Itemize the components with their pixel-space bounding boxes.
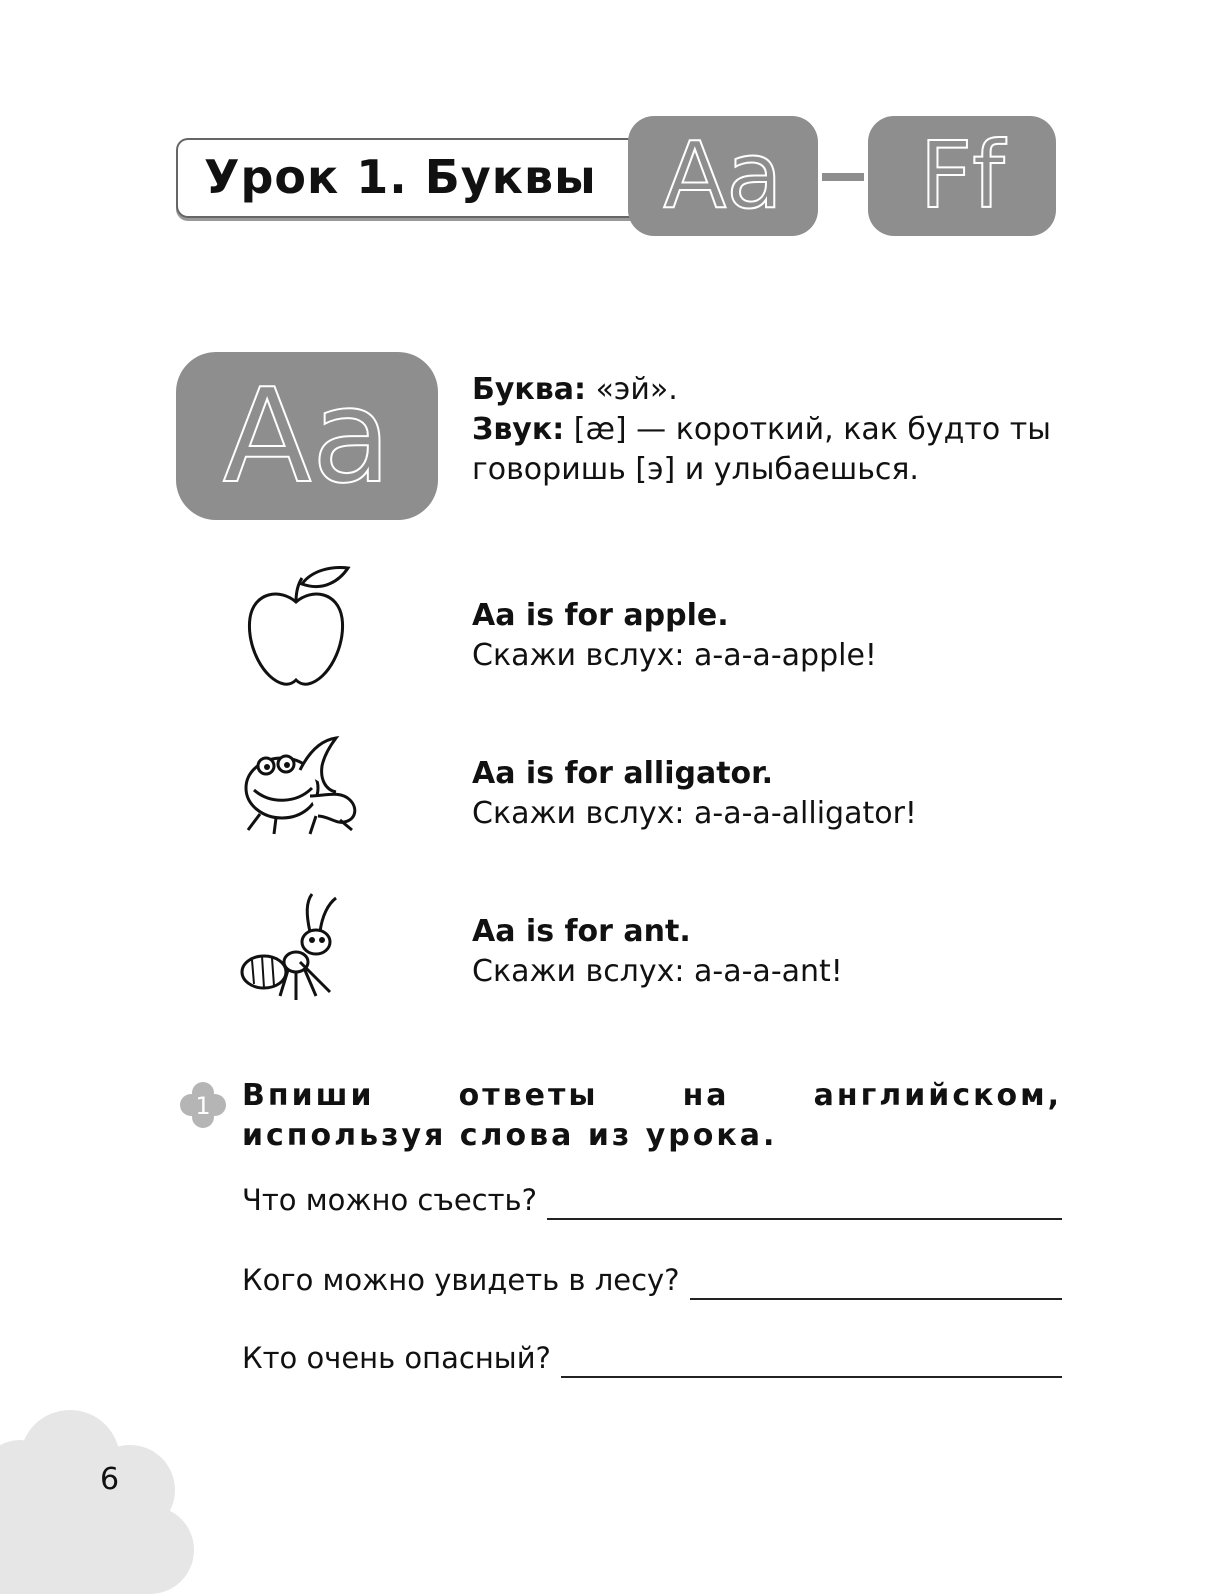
- answer-row: [242, 1180, 1062, 1220]
- word-say: Скажи вслух: a-a-a-ant!: [472, 954, 843, 989]
- header-letter-tile-aa: [628, 116, 818, 236]
- word-english: Aa is for alligator.: [472, 756, 774, 791]
- header-letters-to: Ff: [919, 122, 1005, 229]
- answer-row: [242, 1338, 1062, 1378]
- word-english: Aa is for apple.: [472, 598, 729, 633]
- page-number: 6: [100, 1462, 120, 1497]
- apple-icon: [240, 566, 352, 690]
- header-letter-tile-ff: [868, 116, 1056, 236]
- page-number-cloud: [0, 1410, 200, 1594]
- word-entry-apple: [472, 596, 877, 676]
- letter-sound-line: [472, 410, 1051, 450]
- word-entry-alligator: [472, 754, 917, 834]
- letter-name-label: Буква:: [472, 372, 587, 407]
- letter-info: [472, 370, 1051, 490]
- answer-line[interactable]: [690, 1268, 1062, 1300]
- word-say: Скажи вслух: a-a-a-alligator!: [472, 796, 917, 831]
- letter-sound-value: [æ] — короткий, как будто ты: [573, 412, 1051, 447]
- word-say: Скажи вслух: a-a-a-apple!: [472, 638, 877, 673]
- answer-row: [242, 1260, 1062, 1300]
- letter-card-letters: Aa: [222, 360, 392, 512]
- word-entry-ant: [472, 912, 843, 992]
- alligator-icon: [240, 730, 364, 846]
- lesson-title: Урок 1. Буквы: [204, 150, 597, 204]
- ant-icon: [240, 892, 340, 1006]
- letter-sound-label: Звук:: [472, 412, 565, 447]
- question-text: Что можно съесть?: [242, 1183, 537, 1217]
- header-letters-from: Aa: [663, 122, 783, 229]
- letter-name-line: [472, 370, 1051, 410]
- letter-name-value: «эй».: [595, 372, 678, 407]
- answer-line[interactable]: [561, 1346, 1062, 1378]
- question-text: Кто очень опасный?: [242, 1341, 551, 1375]
- letter-sound-line-2: говоришь [э] и улыбаешься.: [472, 452, 919, 487]
- answer-line[interactable]: [547, 1188, 1062, 1220]
- letter-card-tile: [176, 352, 438, 520]
- word-english: Aa is for ant.: [472, 914, 691, 949]
- question-text: Кого можно увидеть в лесу?: [242, 1263, 680, 1297]
- exercise-instruction: Впиши ответы на английском, используя слова из урока.: [242, 1078, 1062, 1153]
- exercise-number-badge: [180, 1082, 226, 1128]
- exercise-number: 1: [195, 1092, 211, 1120]
- header-separator-dash: [822, 173, 864, 181]
